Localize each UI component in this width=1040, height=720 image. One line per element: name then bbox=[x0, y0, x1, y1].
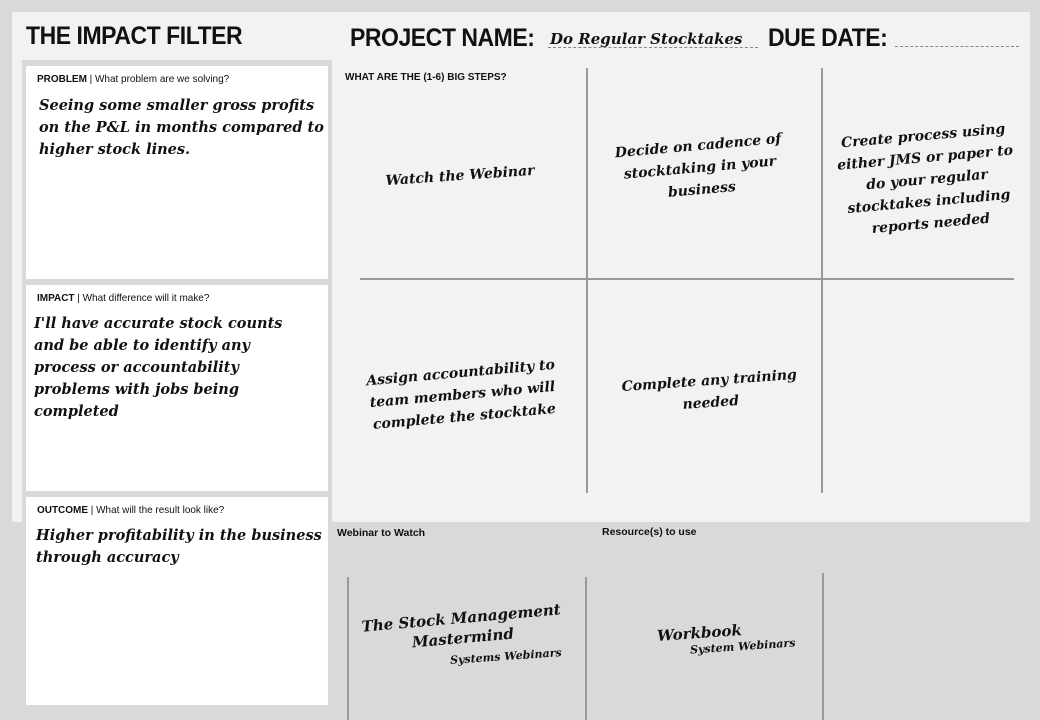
impact-answer: I'll have accurate stock counts and be able to identify any process or accountability problems with jobs being completed bbox=[34, 315, 283, 420]
page-title: THE IMPACT FILTER bbox=[26, 22, 243, 50]
step-4[interactable]: Assign accountability to team members who will complete the stocktake bbox=[365, 356, 557, 433]
project-name-label: PROJECT NAME: bbox=[350, 24, 535, 52]
steps-heading: WHAT ARE THE (1-6) BIG STEPS? bbox=[345, 72, 507, 83]
problem-label: PROBLEM | What problem are we solving? bbox=[37, 73, 230, 85]
webinar-title[interactable]: The Stock Management Mastermind bbox=[360, 600, 562, 652]
project-name-underline bbox=[548, 47, 758, 48]
impact-box[interactable] bbox=[26, 285, 328, 491]
due-date-label: DUE DATE: bbox=[768, 24, 888, 52]
step-5[interactable]: Complete any training needed bbox=[621, 366, 798, 413]
problem-answer: Seeing some smaller gross profits on the P&L in months compared to higher stock lines. bbox=[39, 97, 324, 158]
grid-divider bbox=[821, 68, 823, 493]
outcome-answer: Higher profitability in the business through accuracy bbox=[36, 527, 322, 566]
step-1[interactable]: Watch the Webinar bbox=[384, 162, 536, 190]
due-date-field[interactable] bbox=[895, 46, 1019, 47]
grid-divider bbox=[586, 68, 588, 493]
step-3[interactable]: Create process using either JMS or paper to do your regular stocktakes including reports needed bbox=[836, 121, 1014, 237]
step-2[interactable]: Decide on cadence of stocktaking in your business bbox=[614, 130, 782, 201]
impact-label: IMPACT | What difference will it make? bbox=[37, 292, 210, 304]
problem-box[interactable] bbox=[26, 66, 328, 279]
webinar-heading: Webinar to Watch bbox=[337, 527, 426, 539]
resource-title[interactable]: Workbook bbox=[656, 621, 743, 645]
outcome-label: OUTCOME | What will the result look like? bbox=[37, 504, 225, 516]
project-name-field[interactable]: Do Regular Stocktakes bbox=[550, 30, 743, 48]
outcome-box[interactable] bbox=[26, 497, 328, 705]
grid-divider bbox=[360, 278, 1014, 280]
webinar-source: Systems Webinars bbox=[449, 646, 563, 667]
resource-source: System Webinars bbox=[689, 636, 796, 657]
grid-divider bbox=[347, 577, 349, 720]
resources-heading: Resource(s) to use bbox=[602, 526, 697, 538]
grid-divider bbox=[585, 577, 587, 720]
grid-divider bbox=[822, 573, 824, 720]
